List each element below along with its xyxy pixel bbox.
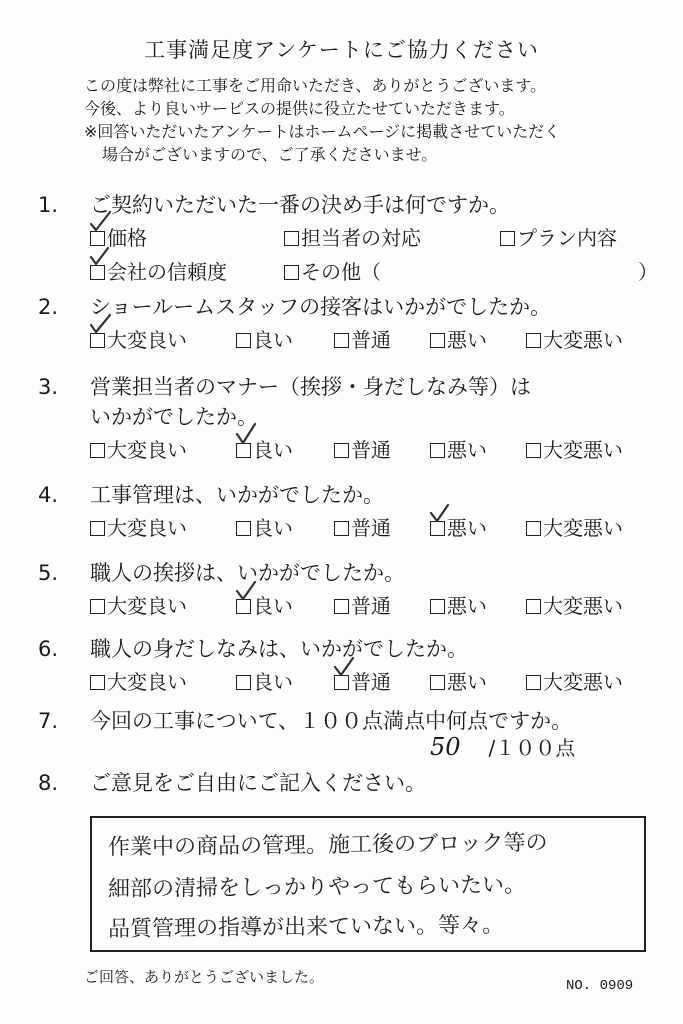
q6-option-normal[interactable] <box>334 666 391 695</box>
option-label: 大変悪い <box>543 438 623 462</box>
q3-option-very-bad[interactable] <box>526 434 623 463</box>
question-number: 1. <box>38 193 59 217</box>
checkbox[interactable] <box>526 599 541 614</box>
option-label: 普通 <box>351 516 391 540</box>
score-suffix: /１００点 <box>488 736 576 760</box>
q1-option-price[interactable] <box>90 222 147 251</box>
option-label: 良い <box>253 438 293 462</box>
option-label: 良い <box>253 670 293 694</box>
checkbox[interactable] <box>430 599 445 614</box>
question-4 <box>38 480 658 544</box>
q6-option-bad[interactable] <box>430 666 487 695</box>
intro-line: ※回答いただいたアンケートはホームページに掲載させていただく <box>84 122 561 141</box>
question-text: 今回の工事について、１００点満点中何点ですか。 <box>90 709 573 733</box>
q4-option-good[interactable] <box>236 512 293 541</box>
checkbox[interactable] <box>90 265 105 280</box>
checkbox[interactable] <box>526 521 541 536</box>
q1-options <box>38 220 658 254</box>
checkbox[interactable] <box>90 599 105 614</box>
q1-option-other[interactable] <box>284 256 381 285</box>
q3-option-normal[interactable] <box>334 434 391 463</box>
q5-option-very-bad[interactable] <box>526 590 623 619</box>
checkbox[interactable] <box>334 599 349 614</box>
checkbox[interactable] <box>90 443 105 458</box>
option-label: 良い <box>253 328 293 352</box>
question-3 <box>38 372 658 466</box>
option-label: 悪い <box>447 594 487 618</box>
question-6 <box>38 634 658 698</box>
option-label: 悪い <box>447 438 487 462</box>
q5-option-bad[interactable] <box>430 590 487 619</box>
option-label: 悪い <box>447 516 487 540</box>
intro-text <box>84 74 560 166</box>
option-label: 大変良い <box>107 438 187 462</box>
option-label: その他（ <box>301 260 381 284</box>
q6-option-very-bad[interactable] <box>526 666 623 695</box>
checkbox[interactable] <box>236 521 251 536</box>
checkbox[interactable] <box>334 333 349 348</box>
option-label: 悪い <box>447 328 487 352</box>
intro-line: 今後、より良いサービスの提供に役立たせていただきます。 <box>84 99 515 118</box>
option-label: 普通 <box>351 438 391 462</box>
checkbox[interactable] <box>526 333 541 348</box>
question-number: 2. <box>38 295 59 319</box>
option-label: 悪い <box>447 670 487 694</box>
comment-box[interactable] <box>90 816 646 952</box>
checkbox[interactable] <box>334 675 349 690</box>
q3-options <box>38 432 658 466</box>
checkbox[interactable] <box>284 265 299 280</box>
question-text: ご契約いただいた一番の決め手は何ですか。 <box>90 193 510 217</box>
option-label: 普通 <box>351 670 391 694</box>
option-label: 大変悪い <box>543 670 623 694</box>
checkbox[interactable] <box>526 443 541 458</box>
q4-option-very-bad[interactable] <box>526 512 623 541</box>
intro-line: 場合がございますので、ご了承くださいませ。 <box>102 145 438 164</box>
option-label: 普通 <box>351 594 391 618</box>
question-number: 3. <box>38 375 59 399</box>
q4-option-normal[interactable] <box>334 512 391 541</box>
question-number: 4. <box>38 483 59 507</box>
checkbox[interactable] <box>236 333 251 348</box>
option-label: 大変良い <box>107 670 187 694</box>
q1-option-staff[interactable] <box>284 222 421 251</box>
q1-other-close-paren: ） <box>638 260 658 284</box>
option-label: 会社の信頼度 <box>107 260 227 284</box>
q2-option-very-bad[interactable] <box>526 324 623 353</box>
question-2 <box>38 292 658 356</box>
handwritten-score: 50 <box>430 733 461 761</box>
q1-option-trust[interactable] <box>90 256 227 285</box>
checkbox[interactable] <box>500 231 515 246</box>
handwritten-comment-line: 品質管理の指導が出来ていない。等々。 <box>107 912 505 943</box>
checkbox[interactable] <box>430 675 445 690</box>
option-label: 大変悪い <box>543 516 623 540</box>
question-text: 営業担当者のマナー（挨拶・身だしなみ等）は <box>90 375 531 399</box>
checkbox[interactable] <box>90 675 105 690</box>
question-text-cont: いかがでしたか。 <box>90 405 258 429</box>
score-field[interactable] <box>430 732 575 761</box>
q2-option-good[interactable] <box>236 324 293 353</box>
question-text: ショールームスタッフの接客はいかがでしたか。 <box>90 295 552 319</box>
thank-you-text: ご回答、ありがとうございました。 <box>84 968 325 986</box>
checkbox[interactable] <box>90 231 105 246</box>
q4-options <box>38 510 658 544</box>
q2-option-normal[interactable] <box>334 324 391 353</box>
q5-options <box>38 588 658 622</box>
q6-option-good[interactable] <box>236 666 293 695</box>
q3-option-bad[interactable] <box>430 434 487 463</box>
survey-title: 工事満足度アンケートにご協力ください <box>144 38 539 62</box>
handwritten-comment-line: 作業中の商品の管理。施工後のブロック等の <box>107 830 548 861</box>
checkbox[interactable] <box>90 333 105 348</box>
option-label: 大変悪い <box>543 328 623 352</box>
option-label: 大変悪い <box>543 594 623 618</box>
q4-option-bad[interactable] <box>430 512 487 541</box>
option-label: 良い <box>253 594 293 618</box>
q6-option-very-good[interactable] <box>90 666 187 695</box>
option-label: 大変良い <box>107 516 187 540</box>
q3-option-good[interactable] <box>236 434 293 463</box>
question-text: 職人の挨拶は、いかがでしたか。 <box>90 561 405 585</box>
checkbox[interactable] <box>430 333 445 348</box>
option-label: 良い <box>253 516 293 540</box>
checkbox[interactable] <box>90 521 105 536</box>
question-text: 職人の身だしなみは、いかがでしたか。 <box>90 637 468 661</box>
document-number: NO. 0909 <box>566 978 634 994</box>
checkbox[interactable] <box>334 521 349 536</box>
checkbox[interactable] <box>236 599 251 614</box>
question-number: 8. <box>38 771 59 795</box>
q2-option-bad[interactable] <box>430 324 487 353</box>
intro-line: この度は弊社に工事をご用命いただき、ありがとうございます。 <box>84 76 547 95</box>
question-1 <box>38 190 658 288</box>
question-8 <box>38 768 658 798</box>
question-number: 7. <box>38 709 59 733</box>
option-label: プラン内容 <box>517 226 617 250</box>
q4-option-very-good[interactable] <box>90 512 187 541</box>
option-label: 大変良い <box>107 594 187 618</box>
checkbox[interactable] <box>236 675 251 690</box>
option-label: 価格 <box>107 226 147 250</box>
q5-option-normal[interactable] <box>334 590 391 619</box>
q2-options <box>38 322 658 356</box>
question-text: ご意見をご自由にご記入ください。 <box>90 771 426 795</box>
checkbox[interactable] <box>334 443 349 458</box>
question-number: 5. <box>38 561 59 585</box>
handwritten-comment-line: 細部の清掃をしっかりやってもらいたい。 <box>107 872 527 903</box>
question-number: 6. <box>38 637 59 661</box>
option-label: 普通 <box>351 328 391 352</box>
checkbox[interactable] <box>284 231 299 246</box>
q1-option-plan[interactable] <box>500 222 617 251</box>
checkbox[interactable] <box>526 675 541 690</box>
checkbox[interactable] <box>430 443 445 458</box>
option-label: 大変良い <box>107 328 187 352</box>
checkbox[interactable] <box>430 521 445 536</box>
q1-options-row2 <box>38 254 658 288</box>
checkbox[interactable] <box>236 443 251 458</box>
question-text: 工事管理は、いかがでしたか。 <box>90 483 384 507</box>
q5-option-very-good[interactable] <box>90 590 187 619</box>
q2-option-very-good[interactable] <box>90 324 187 353</box>
option-label: 担当者の対応 <box>301 226 421 250</box>
q5-option-good[interactable] <box>236 590 293 619</box>
q6-options <box>38 664 658 698</box>
question-5 <box>38 558 658 622</box>
q3-option-very-good[interactable] <box>90 434 187 463</box>
